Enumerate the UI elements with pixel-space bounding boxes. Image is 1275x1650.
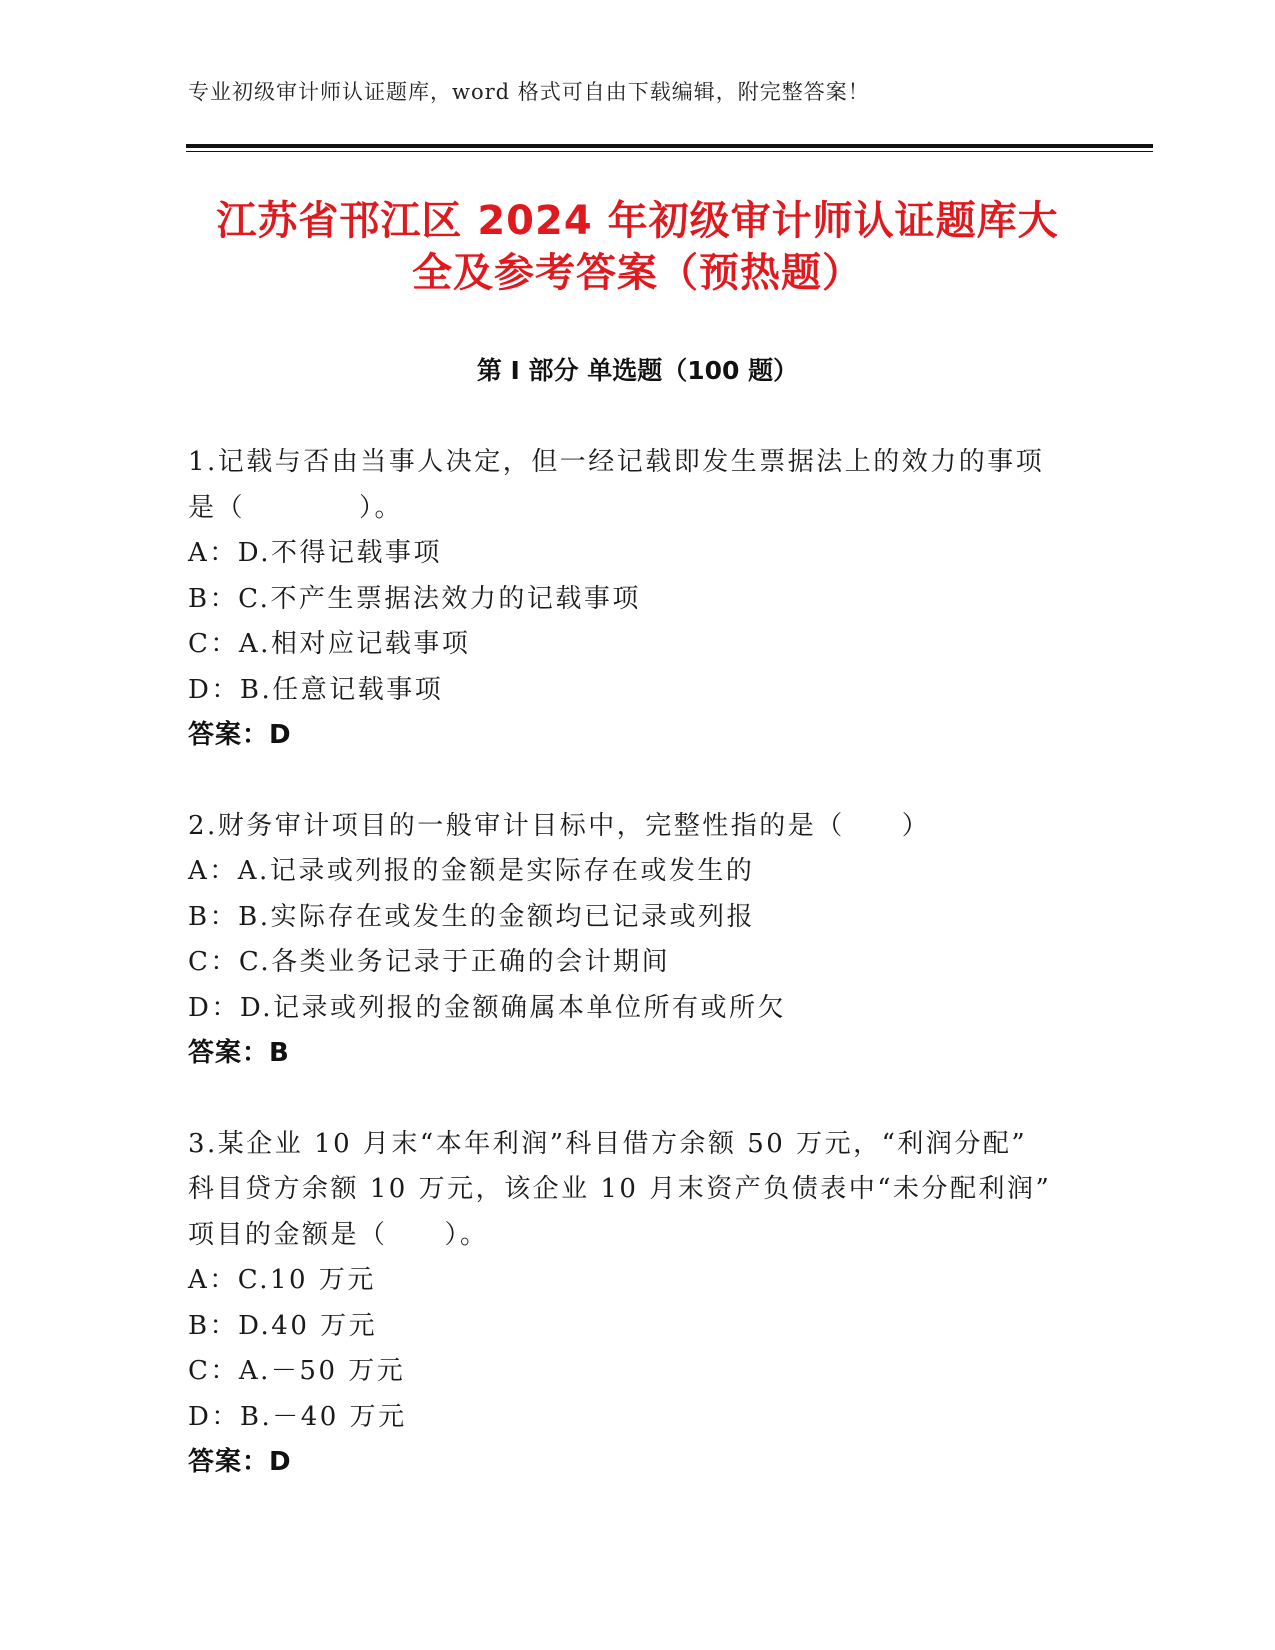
option-c: C：A.相对应记载事项	[188, 629, 471, 659]
option-d: D：B.任意记载事项	[188, 674, 444, 705]
header-note: 专业初级审计师认证题库，word 格式可自由下载编辑，附完整答案！	[188, 80, 870, 104]
document-title-line-1: 江苏省邗江区 2024 年初级审计师认证题库大	[216, 198, 1059, 244]
option-a: A：C.10 万元	[188, 1265, 376, 1295]
question-stem-line: 2.财务审计项目的一般审计目标中，完整性指的是（ ）	[188, 810, 931, 841]
question-stem-line: 科目贷方余额 10 万元，该企业 10 月末资产负债表中“未分配利润”	[188, 1174, 1052, 1204]
answer-label: 答案：D	[188, 720, 292, 750]
question-stem-line: 3.某企业 10 月末“本年利润”科目借方余额 50 万元，“利润分配”	[188, 1128, 1028, 1159]
header-rule-thin	[186, 151, 1153, 152]
question-list	[188, 440, 1088, 1531]
question-1	[188, 440, 1088, 759]
option-b: B：C.不产生票据法效力的记载事项	[188, 583, 641, 614]
option-b: B：D.40 万元	[188, 1310, 378, 1341]
document-title	[180, 195, 1095, 299]
option-b: B：B.实际存在或发生的金额均已记录或列报	[188, 901, 755, 932]
answer-label: 答案：D	[188, 1447, 292, 1477]
question-stem-line: 是（ ）。	[188, 492, 404, 523]
question-stem-line: 1.记载与否由当事人决定，但一经记载即发生票据法上的效力的事项	[188, 447, 1045, 477]
option-a: A：A.记录或列报的金额是实际存在或发生的	[188, 856, 755, 886]
option-d: D：D.记录或列报的金额确属本单位所有或所欠	[188, 992, 787, 1023]
section-heading: 第 I 部分 单选题（100 题）	[476, 356, 799, 385]
question-2	[188, 804, 1088, 1077]
option-a: A：D.不得记载事项	[188, 538, 442, 568]
option-d: D：B.－40 万元	[188, 1401, 407, 1432]
answer-label: 答案：B	[188, 1038, 290, 1068]
document-title-line-2: 全及参考答案（预热题）	[412, 250, 863, 296]
option-c: C：A.－50 万元	[188, 1356, 406, 1386]
option-c: C：C.各类业务记录于正确的会计期间	[188, 947, 671, 977]
question-3	[188, 1122, 1088, 1486]
question-stem-line: 项目的金额是（ ）。	[188, 1219, 489, 1250]
header-rule-thick	[186, 144, 1153, 148]
